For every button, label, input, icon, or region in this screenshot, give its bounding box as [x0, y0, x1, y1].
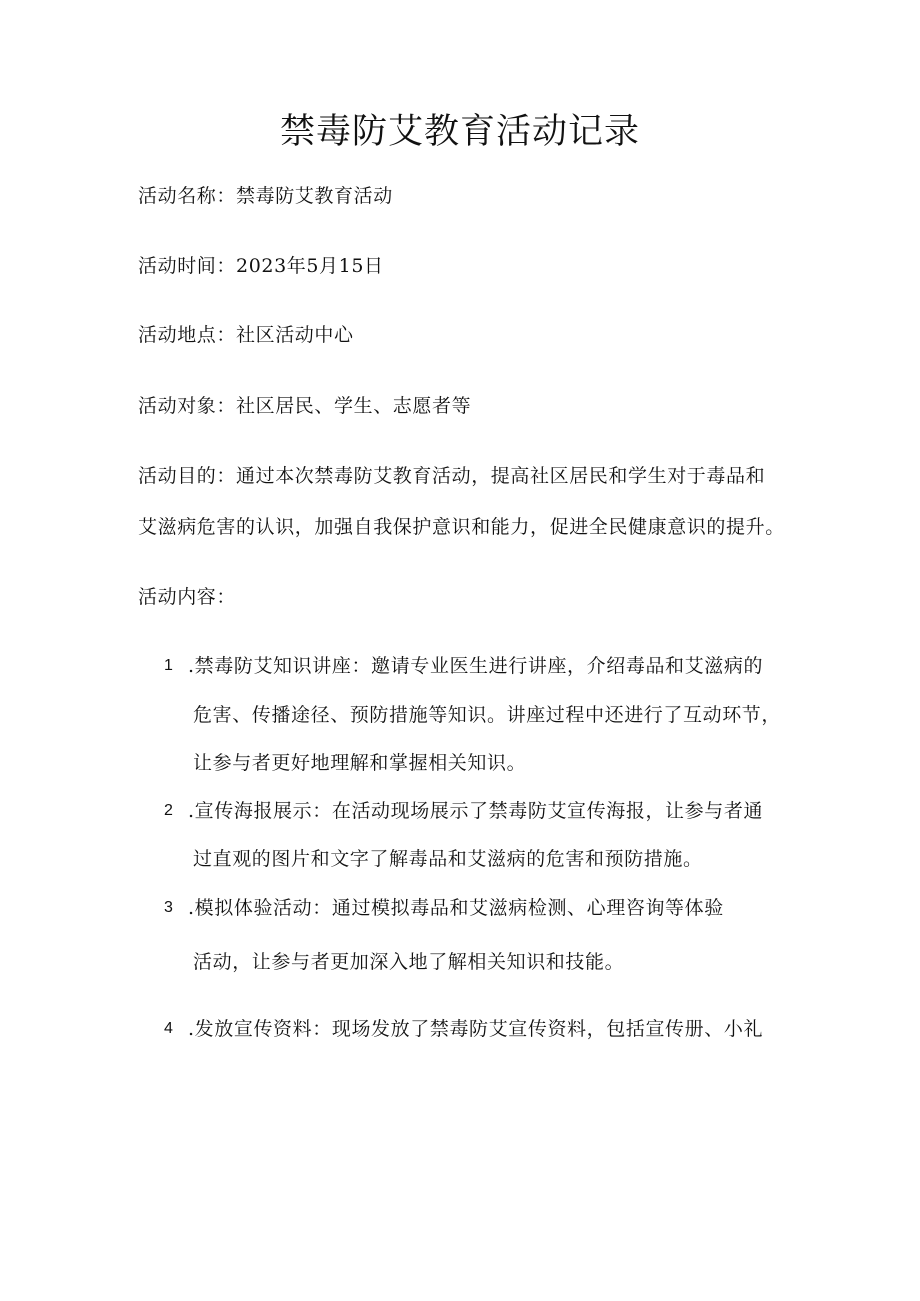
list-item-line: .禁毒防艾知识讲座：邀请专业医生进行讲座，介绍毒品和艾滋病的: [188, 655, 764, 677]
activity-audience: 活动对象：社区居民、学生、志愿者等: [138, 395, 472, 417]
list-item-number: 2: [164, 802, 173, 819]
list-item-number: 4: [164, 1020, 173, 1037]
list-item-line: 危害、传播途径、预防措施等知识。讲座过程中还进行了互动环节，: [193, 704, 782, 726]
list-item-line: 让参与者更好地理解和掌握相关知识。: [193, 752, 527, 774]
list-item-line: .模拟体验活动：通过模拟毒品和艾滋病检测、心理咨询等体验: [188, 897, 724, 919]
activity-location: 活动地点：社区活动中心: [138, 324, 354, 346]
activity-purpose-line-2: 艾滋病危害的认识，加强自我保护意识和能力，促进全民健康意识的提升。: [138, 516, 785, 538]
list-item-number: 1: [164, 657, 173, 674]
activity-name: 活动名称：禁毒防艾教育活动: [138, 185, 393, 207]
activity-content-label: 活动内容：: [138, 586, 237, 608]
document-title: 禁毒防艾教育活动记录: [279, 112, 640, 152]
list-item-line: .发放宣传资料：现场发放了禁毒防艾宣传资料，包括宣传册、小礼: [188, 1018, 764, 1040]
list-item-number: 3: [164, 899, 173, 916]
list-item-line: 过直观的图片和文字了解毒品和艾滋病的危害和预防措施。: [193, 848, 703, 870]
list-item-line: .宣传海报展示：在活动现场展示了禁毒防艾宣传海报，让参与者通: [188, 800, 764, 822]
activity-time: 活动时间：2023年5月15日: [138, 255, 384, 277]
activity-purpose-line-1: 活动目的：通过本次禁毒防艾教育活动，提高社区居民和学生对于毒品和: [138, 465, 766, 487]
list-item-line: 活动，让参与者更加深入地了解相关知识和技能。: [193, 951, 625, 973]
